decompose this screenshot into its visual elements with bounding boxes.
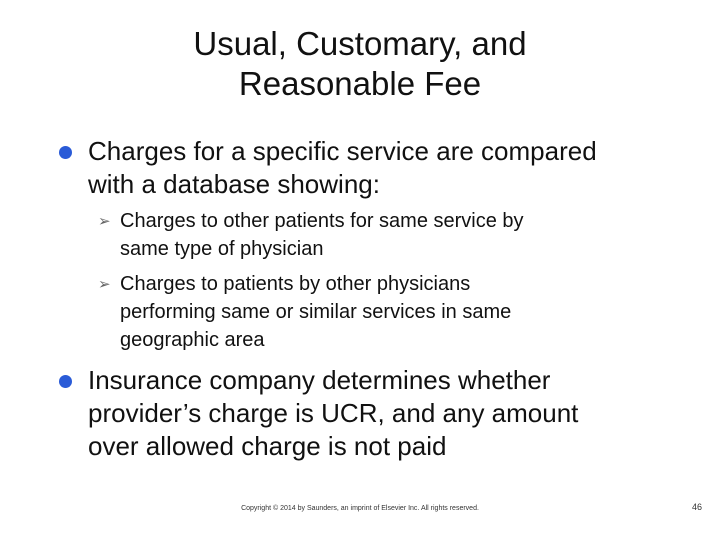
- page-number: 46: [692, 502, 703, 512]
- chevron-right-icon: ➢: [98, 275, 111, 293]
- sub-bullet-text-line: geographic area: [120, 329, 265, 351]
- sub-bullet-text-line: same type of physician: [120, 238, 324, 260]
- sub-bullet-item: [98, 207, 680, 263]
- bullet-dot-icon: [59, 146, 72, 159]
- sub-bullet-text-line: performing same or similar services in same: [120, 301, 512, 323]
- slide-title: [0, 24, 720, 104]
- bullet-dot-icon: [59, 375, 72, 388]
- sub-bullet-text-line: Charges to other patients for same service by: [120, 210, 524, 232]
- bullet-item: [88, 364, 688, 463]
- bullet-text-line: Charges for a specific service are compared: [88, 136, 597, 166]
- bullet-text-line: over allowed charge is not paid: [88, 431, 447, 461]
- bullet-text-line: Insurance company determines whether: [88, 365, 551, 395]
- sub-bullet-item: [98, 270, 680, 354]
- title-line: Usual, Customary, and: [193, 25, 527, 62]
- sub-bullet-text-line: Charges to patients by other physicians: [120, 273, 471, 295]
- title-line: Reasonable Fee: [238, 65, 482, 102]
- chevron-right-icon: ➢: [98, 212, 111, 230]
- bullet-text-line: provider’s charge is UCR, and any amount: [88, 398, 579, 428]
- copyright-footer: Copyright © 2014 by Saunders, an imprint of Elsevier Inc. All rights reserved.: [241, 505, 479, 512]
- bullet-item: [88, 135, 688, 201]
- bullet-text-line: with a database showing:: [88, 169, 380, 199]
